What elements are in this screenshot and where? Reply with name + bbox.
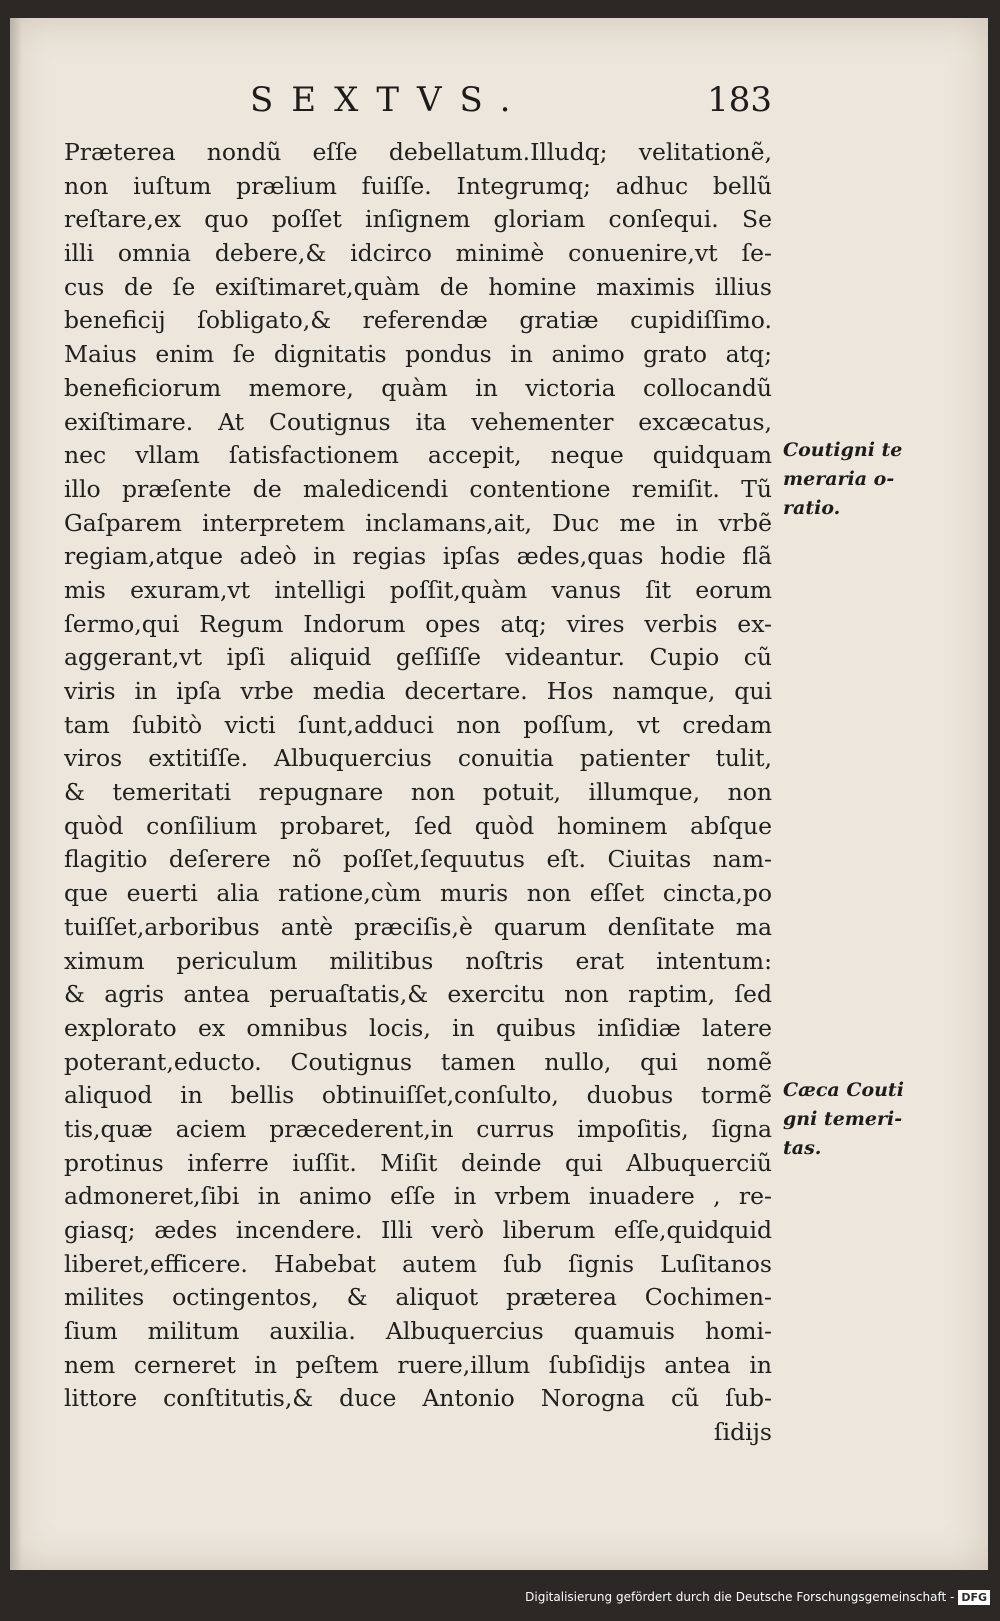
marginal-note-line: ratio. xyxy=(783,497,841,519)
marginal-note-line: Coutigni te xyxy=(783,439,903,461)
text-line: viros extitiſſe. Albuquercius conuitia patienter tulit, xyxy=(64,744,772,773)
text-line: aggerant,vt ipſi aliquid geſſiſſe videantur. Cupio cũ xyxy=(64,643,772,672)
book-page xyxy=(10,18,988,1570)
marginal-note-line: tas. xyxy=(783,1137,822,1159)
text-line: Maius enim ſe dignitatis pondus in animo grato atq; xyxy=(64,340,772,369)
text-line: beneficij ſobligato,& referendæ gratiæ cupidiſſimo. xyxy=(64,306,772,335)
text-line: reſtare,ex quo poſſet inſignem gloriam conſequi. Se xyxy=(64,205,772,234)
page-header xyxy=(250,80,770,130)
text-line: ſidijs xyxy=(713,1418,772,1447)
text-line: Gaſparem interpretem inclamans,ait, Duc me in vrbẽ xyxy=(64,508,772,537)
text-line: quòd conſilium probaret, ſed quòd hominem abſque xyxy=(64,811,772,840)
marginal-note-line: gni temeri- xyxy=(783,1108,903,1130)
text-line: illo præſente de maledicendi contentione remiſit. Tũ xyxy=(64,474,772,503)
text-line: nem cerneret in peſtem ruere,illum ſubſidijs antea in xyxy=(64,1350,772,1379)
text-line: aliquod in bellis obtinuiſſet,conſulto, duobus tormẽ xyxy=(64,1081,772,1110)
footer-text: Digitalisierung gefördert durch die Deutsche Forschungsgemeinschaft - xyxy=(525,1590,955,1604)
text-line: milites octingentos, & aliquot præterea Cochimen- xyxy=(64,1283,772,1312)
digitization-footer xyxy=(0,1590,990,1612)
marginal-note xyxy=(783,1076,923,1163)
text-line: tuiſſet,arboribus antè præciſis,è quarum denſitate ma xyxy=(64,912,772,941)
text-line: ſium militum auxilia. Albuquercius quamuis homi- xyxy=(64,1317,772,1346)
text-line: & temeritati repugnare non potuit, illumque, non xyxy=(64,778,772,807)
text-line: regiam,atque adeò in regias ipſas ædes,quas hodie flã xyxy=(64,542,772,571)
text-line: tam ſubitò victi ſunt,adduci non poſſum, vt credam xyxy=(64,710,772,739)
marginal-note-line: meraria o- xyxy=(783,468,895,490)
text-line: beneficiorum memore, quàm in victoria collocandũ xyxy=(64,373,772,402)
text-line: liberet,efficere. Habebat autem ſub ſignis Luſitanos xyxy=(64,1249,772,1278)
text-line: tis,quæ aciem præcederent,in currus impoſitis, ſigna xyxy=(64,1114,772,1143)
text-line: cus de ſe exiſtimaret,quàm de homine maximis illius xyxy=(64,272,772,301)
text-line: giasq; ædes incendere. Illi verò liberum eſſe,quidquid xyxy=(64,1216,772,1244)
text-line: admoneret,ſibi in animo eſſe in vrbem inuadere , re- xyxy=(64,1182,772,1211)
text-line: Præterea nondũ eſſe debellatum.Illudq; velitationẽ, xyxy=(64,138,772,166)
text-line: exiſtimare. At Coutignus ita vehementer excæcatus, xyxy=(64,407,772,436)
text-line: ſermo,qui Regum Indorum opes atq; vires verbis ex- xyxy=(64,609,772,638)
text-line: viris in ipſa vrbe media decertare. Hos namque, qui xyxy=(64,677,772,705)
text-line: nec vllam ſatisfactionem accepit, neque quidquam xyxy=(64,441,772,470)
marginal-note-line: Cæca Couti xyxy=(783,1079,904,1101)
text-line: explorato ex omnibus locis, in quibus inſidiæ latere xyxy=(64,1013,772,1042)
text-line: flagitio deſerere nõ poſſet,ſequutus eſt. Ciuitas nam- xyxy=(64,845,772,874)
text-line: littore conſtitutis,& duce Antonio Norogna cũ ſub- xyxy=(64,1384,772,1413)
running-title: SEXTVS. xyxy=(250,80,529,120)
text-line: illi omnia debere,& idcirco minimè conuenire,vt ſe- xyxy=(64,239,772,268)
text-line: que euerti alia ratione,cùm muris non eſſet cincta,po xyxy=(64,879,772,908)
text-line: protinus inferre iuſſit. Miſit deinde qui Albuquerciũ xyxy=(64,1148,772,1177)
text-line: mis exuram,vt intelligi poſſit,quàm vanus ſit eorum xyxy=(64,575,772,604)
text-line: ximum periculum militibus noſtris erat intentum: xyxy=(64,946,772,975)
dfg-logo: DFG xyxy=(958,1590,990,1605)
text-line: & agris antea peruaſtatis,& exercitu non raptim, ſed xyxy=(64,980,772,1009)
marginal-note xyxy=(783,436,923,523)
text-line: poterant,educto. Coutignus tamen nullo, qui nomẽ xyxy=(64,1047,772,1076)
page-number: 183 xyxy=(707,80,772,120)
page-edge-shadow xyxy=(10,18,22,1570)
text-line: non iuſtum prælium fuiſſe. Integrumq; adhuc bellũ xyxy=(64,171,772,200)
body-text xyxy=(64,136,772,1450)
